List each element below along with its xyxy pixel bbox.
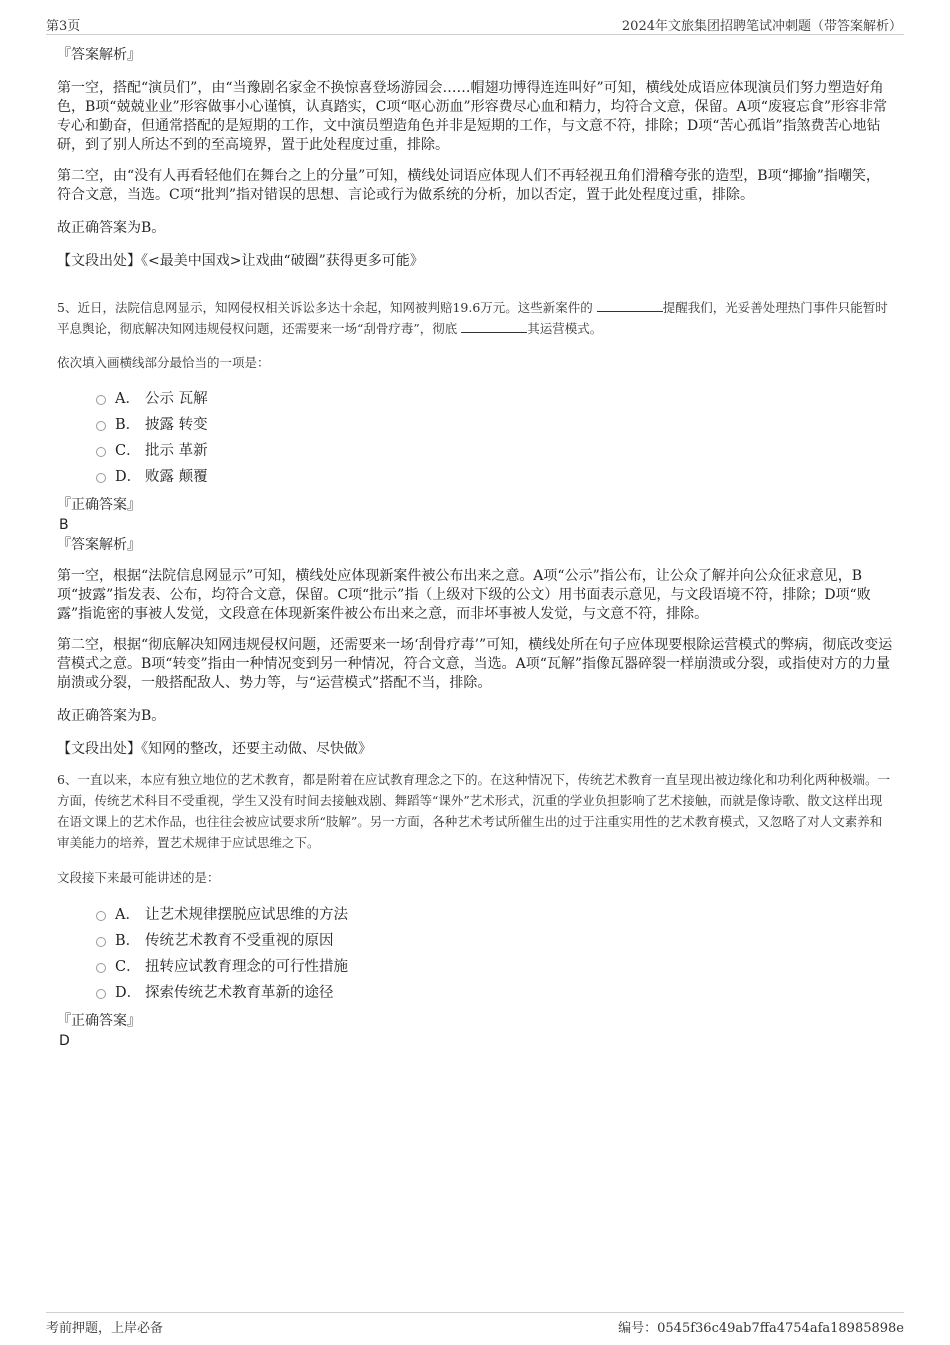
q5-stem (57, 297, 893, 339)
q5-prompt: 依次填入画横线部分最恰当的一项是： (57, 355, 270, 370)
option-letter: A． (115, 907, 140, 923)
option-text: 探索传统艺术教育革新的途径 (145, 985, 334, 1001)
q5-option-d[interactable] (57, 464, 893, 490)
q5-blank-2 (461, 320, 527, 333)
q6-prompt: 文段接下来最可能讲述的是： (57, 870, 220, 885)
q5-stem-part-1: 5、近日，法院信息网显示，知网侵权相关诉讼多达十余起，知网被判赔19.6万元。这些新案件的 (57, 300, 593, 315)
page-number: 第3页 (46, 19, 81, 34)
radio-icon[interactable] (96, 447, 106, 457)
footer-slogan: 考前押题，上岸必备 (46, 1321, 164, 1336)
q5-options (57, 386, 893, 490)
option-letter: D． (115, 985, 142, 1001)
q4-analysis-para-1: 第一空，搭配“演员们”，由“当豫剧名家金不换惊喜登场游园会……帽翅功博得连连叫好”可知，横线处成语应体现演员们努力塑造好角色，B项“兢兢业业”形容做事小心谨慎，认真踏实，C项“呕心沥血”形容费尽心血和精力，均符合文意，保留。A项“废寝忘食”形容非常专心和勤奋，但通常搭配的是短期的工作，文中演员塑造角色并非是短期的工作，与文意不符，排除；D项“苦心孤诣”指煞费苦心地钻研，到了别人所达不到的至高境界，置于此处程度过重，排除。 (57, 80, 888, 153)
q6-option-b[interactable] (57, 928, 893, 954)
option-text: 批示 革新 (145, 443, 208, 459)
q4-analysis-label: 『答案解析』 (57, 47, 141, 63)
q5-analysis-para-1: 第一空，根据“法院信息网显示”可知，横线处应体现新案件被公布出来之意。A项“公示”指公布，让公众了解并向公众征求意见，B项“披露”指发表、公布，均符合文意，保留。C项“批示”指（上级对下级的公文）用书面表示意见，与文段语境不符，排除；D项“败露”指诡密的事被人发觉，文段意在体现新案件被公布出来之意，而非坏事被人发觉，与文意不符，排除。 (57, 568, 871, 622)
radio-icon[interactable] (96, 963, 106, 973)
q4-analysis-para-2: 第二空，由“没有人再看轻他们在舞台之上的分量”可知，横线处词语应体现人们不再轻视丑角们滑稽夸张的造型，B项“揶揄”指嘲笑，符合文意，当选。C项“批判”指对错误的思想、言论或行为做系统的分析，加以否定，置于此处程度过重，排除。 (57, 168, 880, 203)
q5-blank-1 (597, 299, 663, 312)
q5-source: 【文段出处】《知网的整改，还要主动做、尽快做》 (57, 741, 372, 757)
option-text: 传统艺术教育不受重视的原因 (145, 933, 334, 949)
q4-source: 【文段出处】《<最美中国戏>让戏曲“破圈”获得更多可能》 (57, 253, 424, 269)
q6-options (57, 902, 893, 1006)
page-header (46, 12, 904, 35)
q6-option-c[interactable] (57, 954, 893, 980)
document-id: 编号：0545f36c49ab7ffa4754afa18985898e (618, 1321, 904, 1336)
q5-option-c[interactable] (57, 438, 893, 464)
q6-answer-label: 『正确答案』 (57, 1013, 141, 1029)
option-letter: C． (115, 959, 141, 975)
q5-option-a[interactable] (57, 386, 893, 412)
q5-answer-label: 『正确答案』 (57, 497, 141, 513)
radio-icon[interactable] (96, 395, 106, 405)
option-letter: A． (115, 391, 140, 407)
q5-analysis-label: 『答案解析』 (57, 537, 141, 553)
document-title: 2024年文旅集团招聘笔试冲刺题（带答案解析） (621, 19, 902, 34)
radio-icon[interactable] (96, 937, 106, 947)
option-letter: D． (115, 469, 142, 485)
q6-stem: 6、一直以来，本应有独立地位的艺术教育，都是附着在应试教育理念之下的。在这种情况下，传统艺术教育一直呈现出被边缘化和功利化两种极端。一方面，传统艺术科目不受重视，学生又没有时间去接触戏剧、舞蹈等“课外”艺术形式，沉重的学业负担影响了艺术接触，而就是像诗歌、散文这样出现在语文课上的艺术作品，也往往会被应试要求所“肢解”。另一方面，各种艺术考试所催生出的过于注重实用性的艺术教育模式，又忽略了对人文素养和审美能力的培养，置艺术规律于应试思维之下。 (57, 772, 890, 850)
q4-conclusion: 故正确答案为B。 (57, 220, 166, 236)
q6-option-a[interactable] (57, 902, 893, 928)
q6-option-d[interactable] (57, 980, 893, 1006)
q5-stem-part-2: 提醒我们，光妥善处理热门事件只能暂时平息舆论，彻底解决知网违规侵权问题，还需要来一场“刮骨疗毒”，彻底 (57, 300, 888, 336)
option-text: 让艺术规律摆脱应试思维的方法 (145, 907, 348, 923)
option-letter: B． (115, 933, 141, 949)
option-text: 公示 瓦解 (145, 391, 208, 407)
page-footer (46, 1312, 904, 1337)
q6-answer: D (59, 1033, 70, 1049)
option-text: 披露 转变 (145, 417, 208, 433)
q5-answer: B (59, 517, 69, 533)
option-letter: B． (115, 417, 141, 433)
radio-icon[interactable] (96, 911, 106, 921)
option-text: 败露 颠覆 (145, 469, 208, 485)
radio-icon[interactable] (96, 989, 106, 999)
option-letter: C． (115, 443, 141, 459)
option-text: 扭转应试教育理念的可行性措施 (145, 959, 348, 975)
q5-stem-part-3: 其运营模式。 (527, 321, 603, 336)
q5-option-b[interactable] (57, 412, 893, 438)
q5-conclusion: 故正确答案为B。 (57, 708, 166, 724)
radio-icon[interactable] (96, 421, 106, 431)
radio-icon[interactable] (96, 473, 106, 483)
q5-analysis-para-2: 第二空，根据“彻底解决知网违规侵权问题，还需要来一场‘刮骨疗毒’”可知，横线处所在句子应体现要根除运营模式的弊病，彻底改变运营模式之意。B项“转变”指由一种情况变到另一种情况，符合文意，当选。A项“瓦解”指像瓦器碎裂一样崩溃或分裂，或指使对方的力量崩溃或分裂，一般搭配敌人、势力等，与“运营模式”搭配不当，排除。 (57, 637, 893, 691)
document-body (57, 46, 893, 1050)
